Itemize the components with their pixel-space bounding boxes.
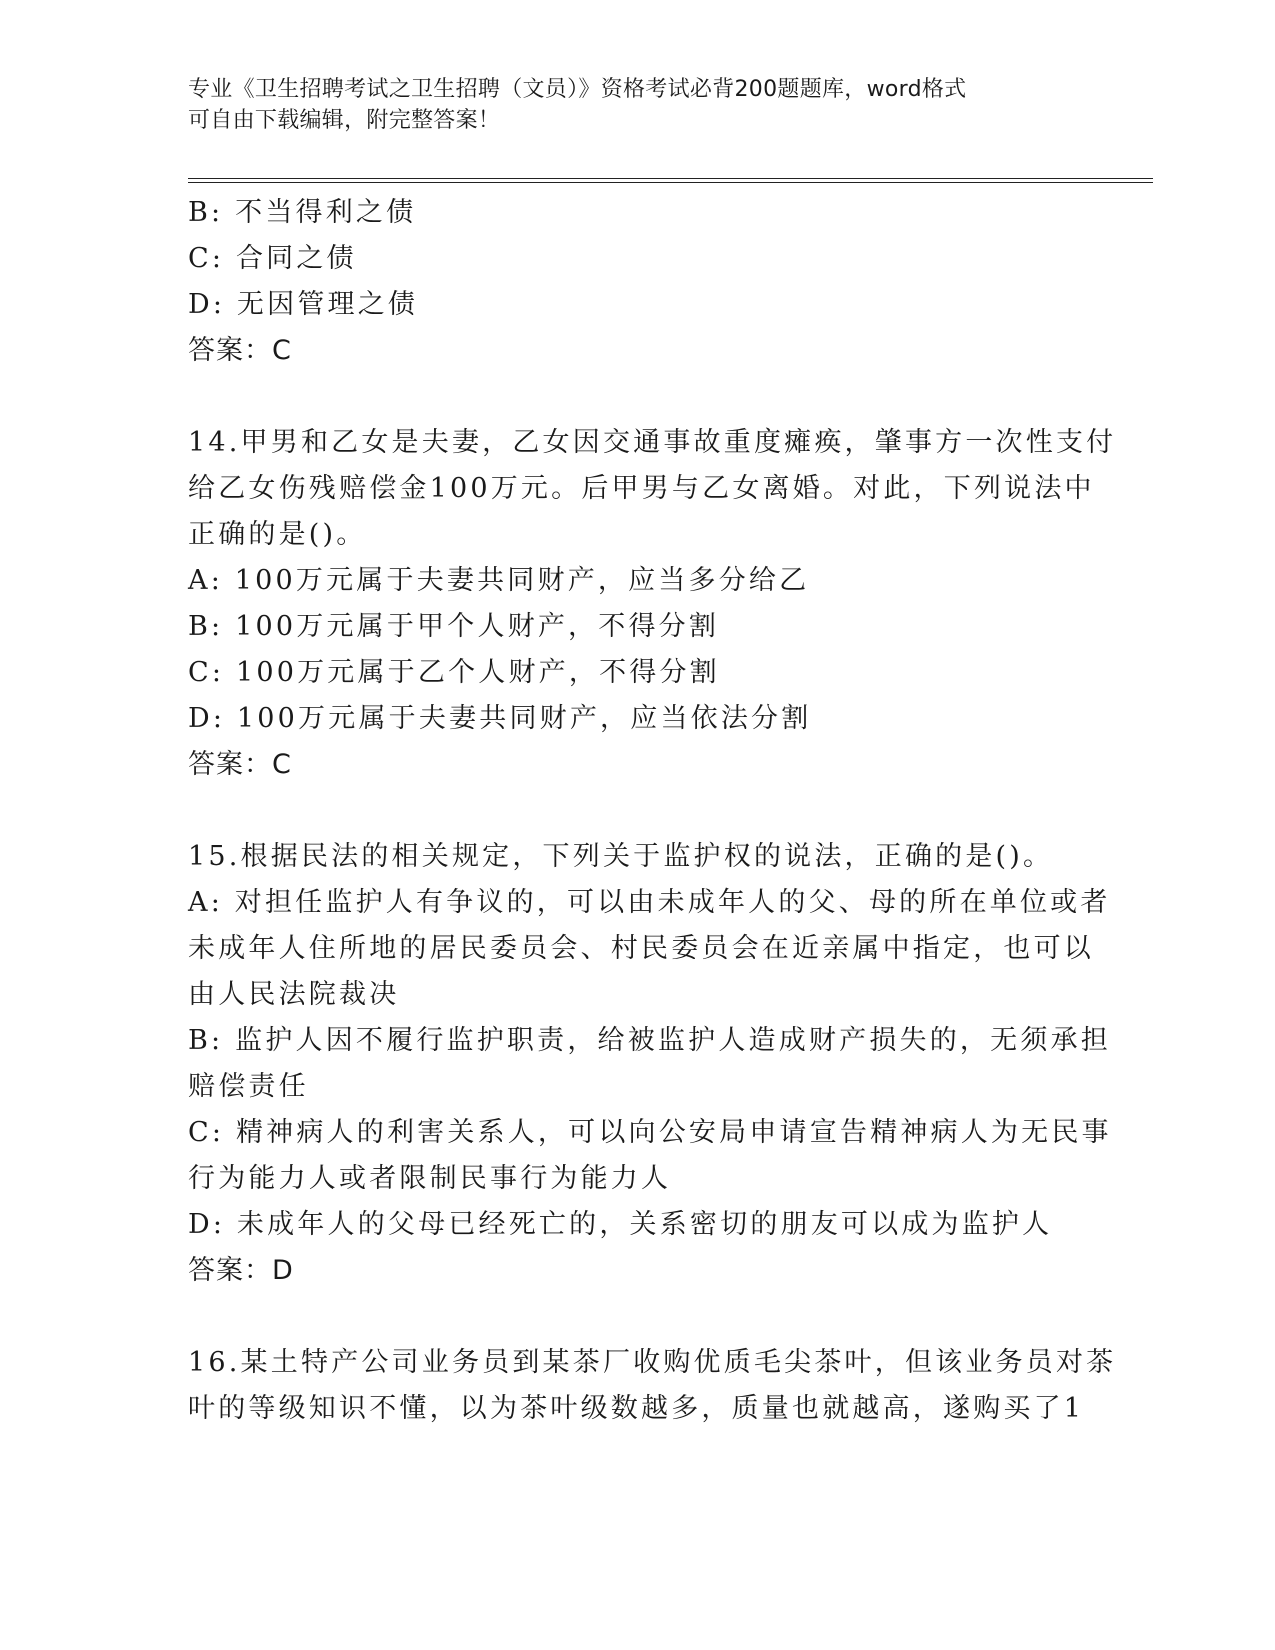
answer: 答案：C <box>188 335 292 366</box>
option-a: A: 100万元属于夫妻共同财产，应当多分给乙 <box>188 565 810 596</box>
option-c-line: C: 精神病人的利害关系人，可以向公安局申请宣告精神病人为无民事 <box>188 1117 1112 1148</box>
question-14 <box>188 420 1117 788</box>
option-b: B: 100万元属于甲个人财产，不得分割 <box>188 611 720 642</box>
document-header <box>188 74 1088 136</box>
question-stem-line: 16.某土特产公司业务员到某茶厂收购优质毛尖茶叶，但该业务员对茶 <box>188 1347 1117 1378</box>
question-stem: 15.根据民法的相关规定，下列关于监护权的说法，正确的是()。 <box>188 841 1054 872</box>
spacer <box>188 788 1088 834</box>
question-16 <box>188 1340 1117 1432</box>
question-stem-line: 给乙女伤残赔偿金100万元。后甲男与乙女离婚。对此，下列说法中 <box>188 473 1095 504</box>
answer: 答案：C <box>188 749 292 780</box>
option-d: D: 未成年人的父母已经死亡的，关系密切的朋友可以成为监护人 <box>188 1209 1053 1240</box>
question-stem-line: 正确的是()。 <box>188 519 367 550</box>
option-c: C: 100万元属于乙个人财产，不得分割 <box>188 657 720 688</box>
option-b: B: 不当得利之债 <box>188 197 417 228</box>
spacer <box>188 1294 1088 1340</box>
question-stem-line: 叶的等级知识不懂，以为茶叶级数越多，质量也就越高，遂购买了1 <box>188 1393 1085 1424</box>
question-stem-line: 14.甲男和乙女是夫妻，乙女因交通事故重度瘫痪，肇事方一次性支付 <box>188 427 1117 458</box>
spacer <box>188 374 1088 420</box>
answer: 答案：D <box>188 1255 294 1286</box>
option-c: C: 合同之债 <box>188 243 357 274</box>
option-b-line: B: 监护人因不履行监护职责，给被监护人造成财产损失的，无须承担 <box>188 1025 1111 1056</box>
option-b-line: 赔偿责任 <box>188 1071 309 1102</box>
document-body <box>188 190 1117 1432</box>
option-a-line: 由人民法院裁决 <box>188 979 400 1010</box>
option-c-line: 行为能力人或者限制民事行为能力人 <box>188 1163 672 1194</box>
option-a-line: A: 对担任监护人有争议的，可以由未成年人的父、母的所在单位或者 <box>188 887 1111 918</box>
header-line-2: 可自由下载编辑，附完整答案！ <box>188 108 501 133</box>
option-d: D: 无因管理之债 <box>188 289 419 320</box>
option-a-line: 未成年人住所地的居民委员会、村民委员会在近亲属中指定，也可以 <box>188 933 1094 964</box>
option-d: D: 100万元属于夫妻共同财产，应当依法分割 <box>188 703 812 734</box>
question-15 <box>188 834 1112 1294</box>
header-line-1: 专业《卫生招聘考试之卫生招聘（文员）》资格考试必背200题题库，word格式 <box>188 77 967 102</box>
header-divider <box>188 178 1153 183</box>
question-13-tail <box>188 190 1088 374</box>
